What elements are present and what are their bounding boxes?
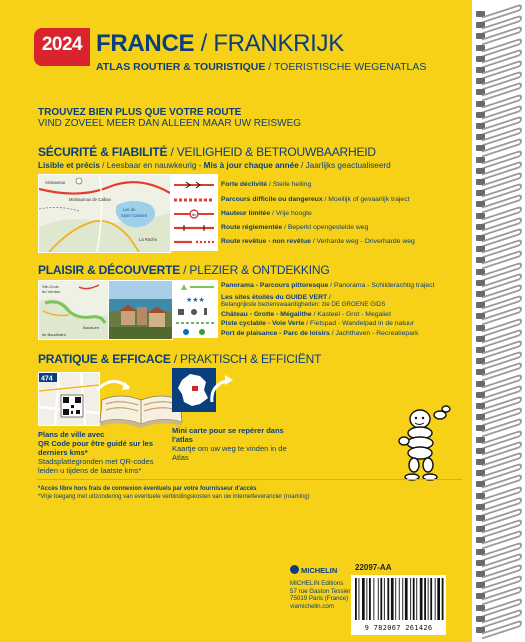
barcode-bar	[399, 578, 400, 620]
marina-icon	[183, 329, 189, 335]
map-label: Bauduen	[83, 325, 100, 330]
village-photo	[108, 280, 173, 340]
barcode-bar	[405, 578, 408, 620]
mini-map-nl: Kaartje om uw weg te vinden in de Atlas	[172, 444, 287, 462]
height-limit-value: 3m	[191, 213, 197, 217]
legend-row	[221, 301, 385, 309]
legend-nl: Belangrijkste bezienswaardigheden: zie DE GROENE GIDS	[221, 301, 386, 308]
map-label: Ste-Croix	[42, 284, 59, 289]
section-practical-title-nl: / PRAKTISCH & EFFICIËNT	[170, 352, 322, 366]
legend-nl: / Jachthaven - Recreatiepark	[329, 330, 419, 337]
city-plans-fr-line2: QR Code pour être guidé sur les derniers kms*	[38, 439, 154, 457]
map-label: Montauroux de Callian	[69, 197, 111, 202]
address-line: 75019 Paris (France)	[290, 595, 349, 602]
year-label: 2024	[41, 34, 83, 55]
section-safety-title-fr: SÉCURITÉ & FIABILITÉ	[38, 145, 168, 159]
map-label: Saint-Cassien	[121, 213, 148, 218]
legend-row	[221, 311, 391, 319]
page-number-tab: 474	[41, 375, 53, 383]
map-label: La Roche	[139, 237, 157, 242]
section-safety-title	[38, 145, 376, 159]
legend-nl: / Moeilijk of gevaarlijk traject	[322, 196, 410, 203]
subtitle-nl: TOERISTISCHE WEGENATLAS	[273, 61, 427, 73]
map-label: Lac de	[123, 207, 136, 212]
sub-a-nl: / Leesbaar en nauwkeurig	[99, 161, 197, 170]
section-practical-title-fr: PRATIQUE & EFFICACE	[38, 352, 171, 366]
address-line: viamichelin.com	[290, 602, 335, 610]
section-leisure-title	[38, 263, 329, 277]
barcode-bar	[362, 578, 365, 620]
barcode-bar	[420, 578, 423, 620]
legend-fr: Forte déclivité	[221, 181, 268, 188]
tagline-fr: TROUVEZ BIEN PLUS QUE VOTRE ROUTE	[38, 107, 242, 118]
leisure-symbols-graphic	[172, 280, 218, 338]
legend-fr: Hauteur limitée	[221, 210, 271, 217]
michelin-logo-text: MICHELIN	[301, 566, 338, 575]
barcode-bar	[373, 578, 374, 620]
sub-b-nl: / Jaarlijks geactualiseerd	[298, 161, 391, 170]
title-separator: /	[194, 30, 214, 57]
isbn-barcode	[351, 575, 446, 635]
mini-map-fr: Mini carte pour se repérer dans l'atlas	[172, 426, 284, 444]
isbn-number: 9 782067 261426	[364, 624, 433, 632]
road-map-excerpt	[38, 174, 171, 253]
subtitle-fr: ATLAS ROUTIER & TOURISTIQUE	[96, 61, 266, 73]
footnote-divider	[36, 479, 462, 480]
legend-fr: Piste cyclable - Voie Verte	[221, 320, 305, 327]
legend-fr: Les sites étoilés du GUIDE VERT	[221, 294, 328, 301]
leisure-park-icon	[199, 329, 205, 335]
legend-row	[221, 196, 410, 204]
publisher-address	[290, 580, 350, 610]
map-label: Antraveux	[45, 180, 66, 185]
legend-row	[221, 238, 415, 246]
barcode-bar	[366, 578, 367, 620]
barcode-bar	[424, 578, 426, 620]
barcode-bar	[416, 578, 417, 620]
panorama-icon	[181, 284, 187, 290]
barcode-bars	[351, 575, 446, 623]
section-safety-subtitle	[38, 161, 391, 170]
map-label: de Baudinard	[42, 332, 66, 337]
barcode-bar	[369, 578, 371, 620]
legend-nl: / Kasteel - Grot - Megaliet	[311, 311, 391, 318]
legend-row	[221, 210, 312, 218]
castle-icon	[178, 309, 184, 315]
barcode-bar	[442, 578, 444, 620]
section-leisure-title-fr: PLAISIR & DÉCOUVERTE	[38, 263, 181, 277]
cover-subtitle	[96, 61, 426, 73]
legend-fr: Port de plaisance - Parc de loisirs	[221, 330, 330, 337]
barcode-bar	[359, 578, 360, 620]
sub-separator: -	[196, 161, 204, 170]
tagline-nl: VIND ZOVEEL MEER DAN ALLEEN MAAR UW REISWEG	[38, 118, 302, 129]
section-safety-title-nl: / VEILIGHEID & BETROUWBAARHEID	[167, 145, 376, 159]
safety-legend-symbols	[170, 174, 218, 251]
road-map-graphic	[39, 175, 170, 252]
cover-title	[96, 30, 344, 58]
address-line: MICHELIN Editions	[290, 580, 344, 587]
barcode-bar	[437, 578, 440, 620]
barcode-bar	[395, 578, 396, 620]
legend-nl: /	[327, 294, 331, 301]
city-plan-graphic	[39, 373, 99, 425]
tourist-map-graphic	[39, 281, 109, 339]
sub-a-fr: Lisible et précis	[38, 161, 100, 170]
legend-fr: Parcours difficile ou dangereux	[221, 196, 323, 203]
barcode-bar	[402, 578, 403, 620]
tourist-map-excerpt	[38, 280, 110, 340]
legend-row	[221, 224, 368, 232]
product-code: 22097-AA	[355, 563, 392, 572]
legend-nl: / Steile helling	[267, 181, 312, 188]
arrow-to-minimap-icon	[208, 374, 234, 404]
leisure-legend-symbols	[172, 280, 218, 338]
safety-symbols-graphic	[170, 174, 218, 251]
cave-icon	[191, 309, 197, 315]
section-practical-title	[38, 352, 321, 366]
spiral-coil	[476, 626, 520, 634]
michelin-logo	[290, 565, 337, 575]
legend-fr: Panorama - Parcours pittoresque	[221, 282, 329, 289]
sub-b-fr: Mis à jour chaque année	[203, 161, 299, 170]
subtitle-separator: /	[265, 61, 274, 73]
barcode-bar	[391, 578, 394, 620]
mini-map-text	[172, 426, 292, 462]
city-plans-fr-line1: Plans de ville avec	[38, 430, 105, 439]
year-badge	[34, 28, 90, 66]
legend-nl: / Beperkt opengestelde weg	[282, 224, 369, 231]
barcode-bar	[435, 578, 436, 620]
legend-nl: / Fietspad - Wandelpad in de natuur	[304, 320, 415, 327]
footnote-fr	[38, 486, 257, 492]
legend-nl: / Verharde weg - Onverharde weg	[310, 238, 415, 245]
title-fr: FRANCE	[96, 30, 195, 57]
footnote-fr-text: *Accès libre hors frais de connexion éventuels par votre fournisseur d'accès	[38, 486, 257, 492]
map-label: du Verdon	[42, 289, 61, 294]
barcode-bar	[380, 578, 382, 620]
michelin-logo-mark	[290, 565, 299, 574]
city-plans-nl: Stadsplattegronden met QR-codes leiden u tijdens de laatste kms*	[38, 457, 154, 475]
title-nl: FRANKRIJK	[213, 30, 344, 57]
megalith-icon	[204, 308, 207, 315]
section-leisure-title-nl: / PLEZIER & ONTDEKKING	[180, 263, 330, 277]
star-site-icon: ★★★	[186, 296, 205, 304]
legend-fr: Château - Grotte - Mégalithe	[221, 311, 312, 318]
legend-row	[221, 320, 414, 328]
legend-nl: / Vrije hoogte	[270, 210, 312, 217]
barcode-bar	[384, 578, 385, 620]
village-photo-graphic	[109, 281, 172, 339]
city-plan-excerpt	[38, 372, 100, 426]
barcode-bar	[355, 578, 357, 620]
legend-fr: Route revêtue - non revêtue	[221, 238, 311, 245]
barcode-bar	[413, 578, 415, 620]
barcode-bar	[410, 578, 411, 620]
legend-row	[221, 181, 311, 189]
legend-row	[221, 330, 419, 338]
city-plans-text	[38, 430, 158, 475]
barcode-bar	[387, 578, 389, 620]
address-line: 57 rue Gaston Tessier	[290, 587, 351, 595]
barcode-bar	[378, 578, 379, 620]
legend-nl: / Panorama - Schilderachtig traject	[328, 282, 435, 289]
barcode-bar	[428, 578, 429, 620]
legend-fr: Route réglementée	[221, 224, 283, 231]
barcode-bar	[430, 578, 432, 620]
legend-row	[221, 282, 434, 290]
footnote-nl: *Vrije toegang met uitzondering van eventuele verbindingskosten van uw internetleverancier (roaming)	[38, 494, 310, 500]
michelin-man-mascot	[398, 405, 456, 481]
